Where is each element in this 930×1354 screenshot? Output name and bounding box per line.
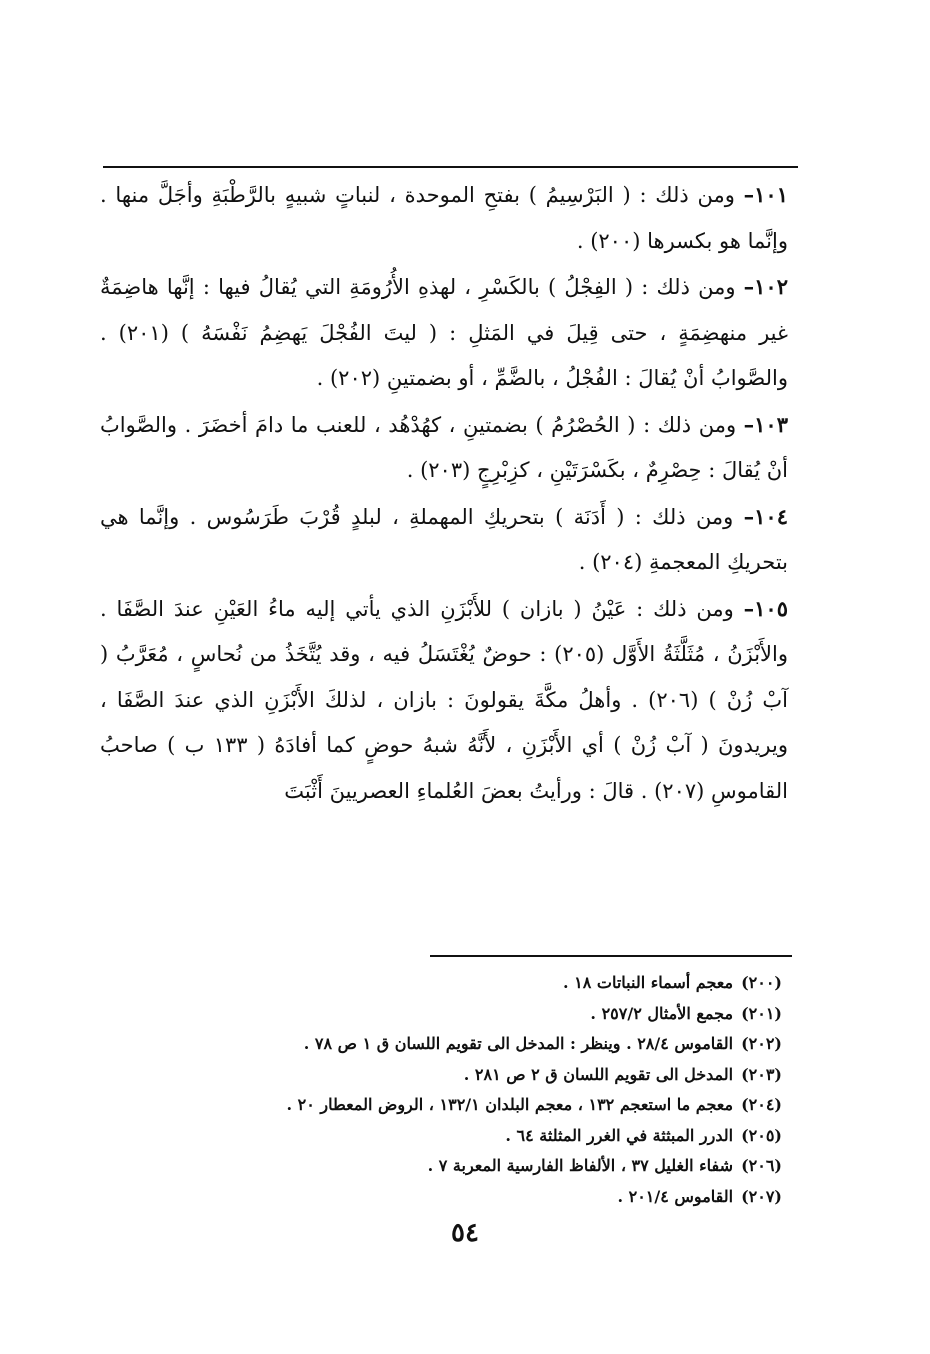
- footnote-text: المدخل الى تقويم اللسان ق ٢ ص ٢٨١ .: [463, 1064, 734, 1084]
- footnote-number: (٢٠٤): [741, 1095, 782, 1114]
- entry-text: ومن ذلك : عَيْنُ ( بازان ) للأَبْزَنِ الذي يأتي إليه ماءُ العَيْنِ عندَ الصَّفَا . والأَبْزَنُ ، مُثَلَّثَةُ الأَوَّل (٢٠٥) : حوضٌ يُغْتَسَلُ فيه ، وقد يُتَّخَذُ من نُحاسٍ ، مُعَرَّبُ ( آبْ زُنْ ) (٢٠٦) . وأهلُ مكَّةَ يقولونَ : بازان ، لذلكَ الأَبْزَنِ الذي عندَ الصَّفَا ، ويريدونَ ( آبْ زُنْ ) أي الأَبْزَنِ ، لأَنَّهُ شبهُ حوضٍ كما أفادَهُ ( ١٣٣ ب ) صاحبُ القاموسِ (٢٠٧) . قالَ : ورأيتُ بعضَ العُلماءِ العصريينَ أَثْبَتَ: [100, 596, 789, 803]
- entry-102: [100, 264, 788, 402]
- footnote-text: الدرر المبثثة في الغرر المثلثة ٦٤ .: [505, 1125, 734, 1145]
- footnote-text: معجم أسماء النباتات ١٨ .: [563, 973, 734, 992]
- entry-105: [100, 586, 788, 815]
- footnote-number: (٢٠٥): [741, 1125, 782, 1145]
- footnote-number: (٢٠٣): [741, 1064, 782, 1084]
- footnote-202: [142, 1029, 782, 1060]
- footnote-207: [142, 1182, 782, 1213]
- footnote-200: [142, 968, 782, 999]
- footnote-text: شفاء الغليل ٣٧ ، الألفاظ الفارسية المعربة ٧ .: [427, 1156, 734, 1175]
- footnotes-list: [142, 968, 782, 1212]
- entry-text: ومن ذلك : ( أَدَنَة ) بتحريكِ المهملةِ ، لبلدٍ قُرْبَ طَرَسُوس . وإنَّما هي بتحريكِ المعجمةِ (٢٠٤) .: [100, 504, 788, 574]
- page-number: ٥٤: [451, 1218, 479, 1248]
- footnote-text: القاموس ٢٨/٤ . وينظر : المدخل الى تقويم اللسان ق ١ ص ٧٨ .: [303, 1034, 734, 1053]
- footnote-number: (٢٠٦): [741, 1156, 782, 1175]
- footnote-203: [142, 1060, 782, 1091]
- footnote-206: [142, 1151, 782, 1182]
- footnote-text: القاموس ٢٠١/٤ .: [617, 1186, 734, 1206]
- footnote-201: [142, 999, 782, 1030]
- entry-number: ١٠٤–: [743, 503, 788, 529]
- entry-number: ١٠٥–: [743, 595, 788, 621]
- main-text-body: [100, 172, 788, 814]
- footnote-number: (٢٠١): [741, 1003, 782, 1023]
- entry-number: ١٠٢–: [743, 274, 788, 299]
- footnote-text: مجمع الأمثال ٢٥٧/٢ .: [590, 1003, 734, 1023]
- entry-104: [100, 494, 788, 586]
- footnote-text: معجم ما استعجم ١٣٢ ، معجم البلدان ١٣٢/١ ، الروض المعطار ٢٠ .: [286, 1095, 734, 1114]
- entry-number: ١٠٣–: [743, 411, 788, 437]
- footnote-divider-line: [430, 955, 792, 957]
- footnote-205: [142, 1121, 782, 1152]
- footnote-number: (٢٠٠): [741, 973, 782, 992]
- top-divider-line: [103, 166, 798, 168]
- entry-text: ومن ذلك : ( الحُصْرُمُ ) بضمتينِ ، كهُدْهُد ، للعنب ما دامَ أخضَرَ . والصَّوابُ أنْ يُقالَ : حِصْرِمٌ ، بكَسْرَتَيْنِ ، كزِبْرِجٍ (٢٠٣) .: [100, 412, 788, 482]
- entry-number: ١٠١–: [743, 182, 788, 207]
- entry-103: [100, 402, 788, 494]
- footnote-number: (٢٠٢): [741, 1034, 782, 1053]
- entry-101: [100, 172, 788, 264]
- entry-text: ومن ذلك : ( البَرْسِيمُ ) بفتحِ الموحدة ، لنباتٍ شبيهٍ بالرَّطْبَةِ وأجَلَّ منها . وإنَّما هو بكسرها (٢٠٠) .: [100, 183, 788, 253]
- footnote-number: (٢٠٧): [741, 1186, 782, 1206]
- footnote-204: [142, 1090, 782, 1121]
- entry-text: ومن ذلك : ( الفِجْلُ ) بالكَسْرِ ، لهذهِ الأُرُومَةِ التي يُقالُ فيها : إنَّها هاضِمَةٌ غير منهضِمَةٍ ، حتى قِيلَ في المَثلِ : ( ليتَ الفُجْلَ يَهضِمُ نَفْسَهُ ) (٢٠١) . والصَّوابُ أنْ يُقالَ : الفُجْلُ ، بالضَّمِّ ، أو بضمتينِ (٢٠٢) .: [100, 275, 788, 390]
